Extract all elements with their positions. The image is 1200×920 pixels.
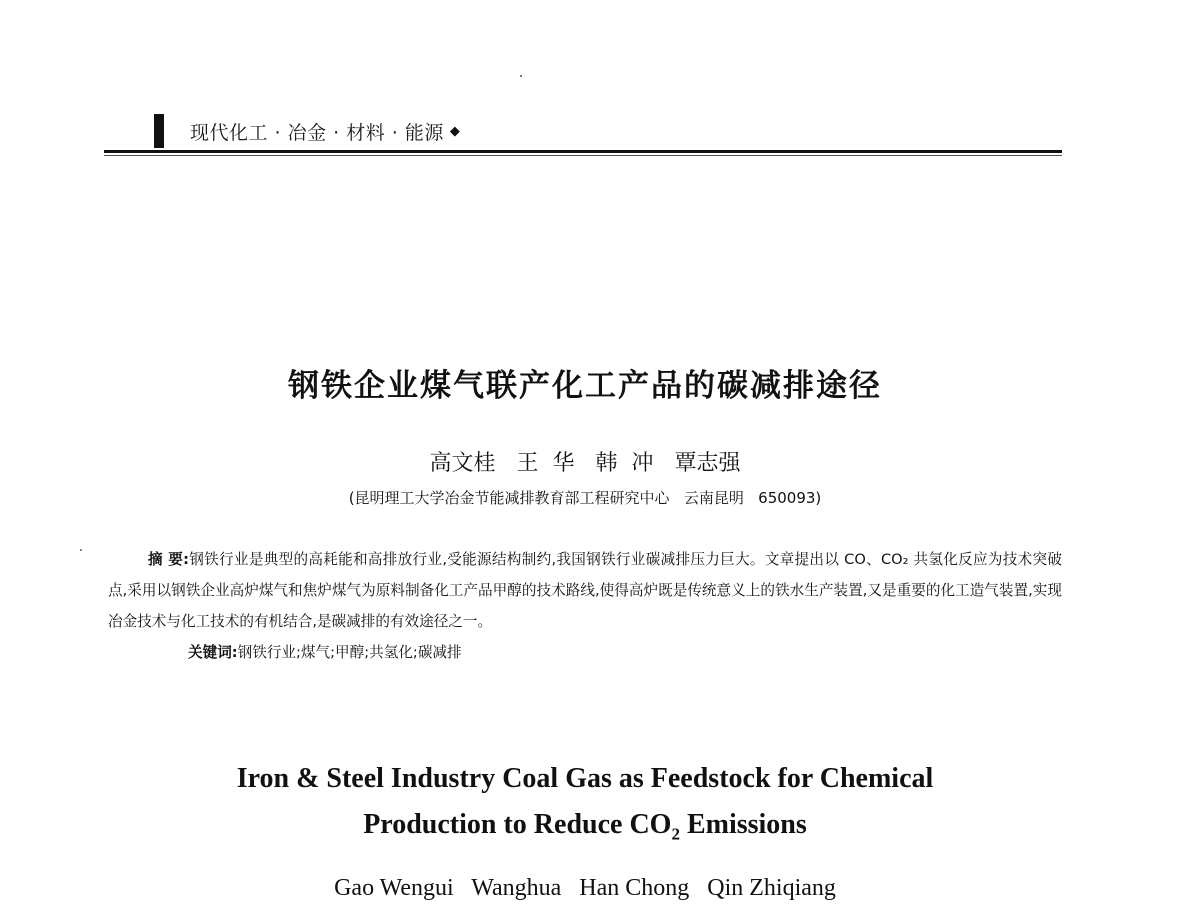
affiliation-cn: (昆明理工大学冶金节能减排教育部工程研究中心 云南昆明 650093)	[348, 489, 822, 507]
keywords-text: 钢铁行业;煤气;甲醇;共氢化;碳减排	[237, 644, 462, 661]
header-rule	[104, 150, 1062, 153]
abstract-text: 钢铁行业是典型的高耗能和高排放行业,受能源结构制约,我国钢铁行业碳减排压力巨大。文章提出以 CO、CO₂ 共氢化反应为技术突破点,采用以钢铁企业高炉煤气和焦炉煤气为原料制备化工产品甲醇的技术路线,使得高炉既是传统意义上的铁水生产装置,又是重要的化工造气装置,实现冶金技术与化工技术的有机结合,是碳减排的有效途径之一。	[108, 551, 1063, 630]
journal-section-label: 现代化工 · 冶金 · 材料 · 能源	[190, 121, 444, 144]
title-en-line-2-start: Production to Reduce CO	[363, 809, 672, 840]
co2-subscript: 2	[671, 824, 680, 844]
keywords-line	[108, 637, 1062, 668]
running-header	[154, 114, 460, 148]
title-en-line-2-end: Emissions	[679, 809, 807, 840]
article-title-en	[0, 756, 1170, 858]
abstract-label: 摘 要:	[148, 551, 189, 568]
header-bar-mark	[154, 114, 164, 148]
header-rule-thin	[104, 155, 1062, 156]
scan-speck	[80, 549, 82, 551]
title-en-line-2	[0, 802, 1170, 858]
article-title-cn: 钢铁企业煤气联产化工产品的碳减排途径	[288, 368, 882, 404]
abstract-block	[108, 544, 1062, 668]
authors-en: Gao Wengui Wanghua Han Chong Qin Zhiqiang	[334, 875, 836, 901]
title-en-line-1: Iron & Steel Industry Coal Gas as Feedstock for Chemical	[236, 763, 934, 794]
scan-speck	[520, 75, 522, 77]
abstract-paragraph	[108, 544, 1062, 637]
authors-cn: 高文桂 王 华 韩 冲 覃志强	[429, 451, 741, 476]
diamond-icon: ◆	[449, 123, 460, 139]
keywords-label: 关键词:	[188, 644, 238, 661]
